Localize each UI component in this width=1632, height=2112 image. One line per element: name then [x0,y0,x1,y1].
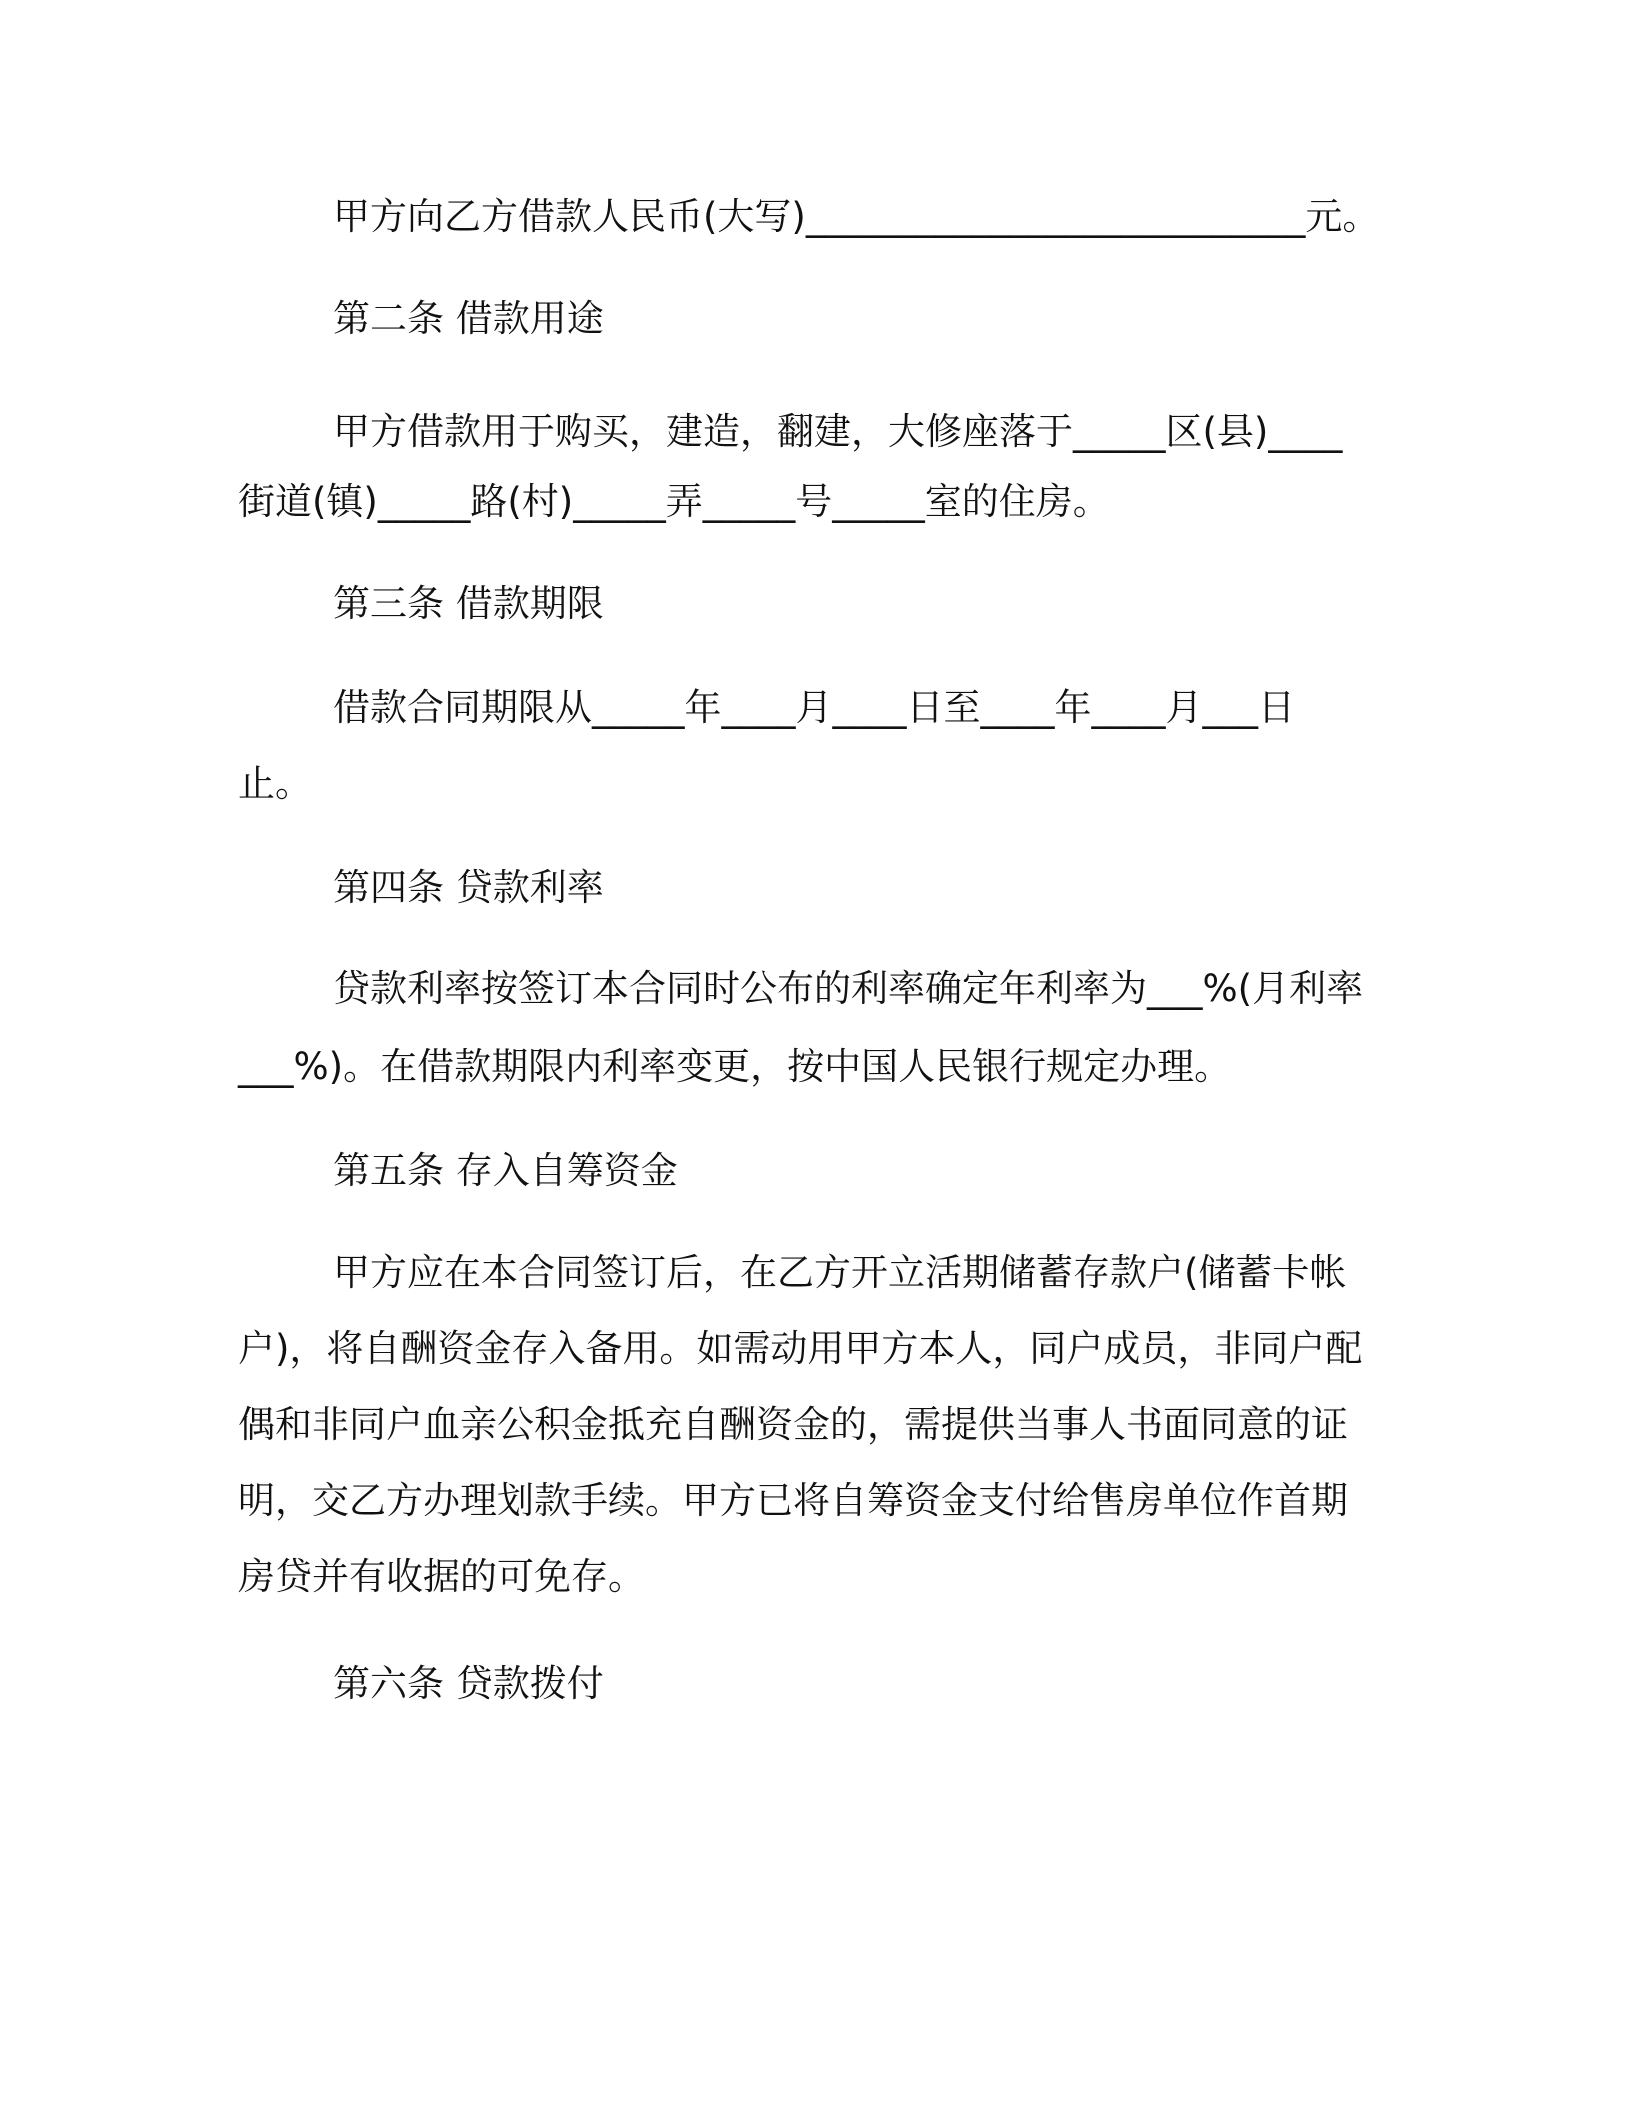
interest-rate-line-1: 贷款利率按签订本合同时公布的利率确定年利率为___%(月利率 [333,967,1364,1010]
article-3-heading: 第三条 借款期限 [333,582,604,625]
article-4-heading: 第四条 贷款利率 [333,866,604,909]
loan-purpose-line-1: 甲方借款用于购买，建造，翻建，大修座落于_____区(县)____ [333,410,1343,453]
article-6-heading: 第六条 贷款拨付 [333,1662,604,1705]
self-funds-line-2: 户)，将自酬资金存入备用。如需动用甲方本人，同户成员，非同户配 [238,1327,1363,1370]
self-funds-line-3: 偶和非同户血亲公积金抵充自酬资金的，需提供当事人书面同意的证 [238,1403,1348,1446]
self-funds-line-4: 明，交乙方办理划款手续。甲方已将自筹资金支付给售房单位作首期 [238,1479,1348,1522]
loan-purpose-line-2: 街道(镇)_____路(村)_____弄_____号_____室的住房。 [238,480,1110,523]
loan-term-line-1: 借款合同期限从_____年____月____日至____年____月___日 [333,686,1295,729]
interest-rate-line-2: ___%)。在借款期限内利率变更，按中国人民银行规定办理。 [238,1045,1232,1088]
article-5-heading: 第五条 存入自筹资金 [333,1149,678,1192]
self-funds-line-5: 房贷并有收据的可免存。 [238,1555,645,1598]
loan-term-line-2: 止。 [238,762,312,805]
loan-amount-line: 甲方向乙方借款人民币(大写)___________________________元。 [333,195,1380,238]
self-funds-line-1: 甲方应在本合同签订后，在乙方开立活期储蓄存款户(储蓄卡帐 [333,1251,1347,1294]
article-2-heading: 第二条 借款用途 [333,297,604,340]
